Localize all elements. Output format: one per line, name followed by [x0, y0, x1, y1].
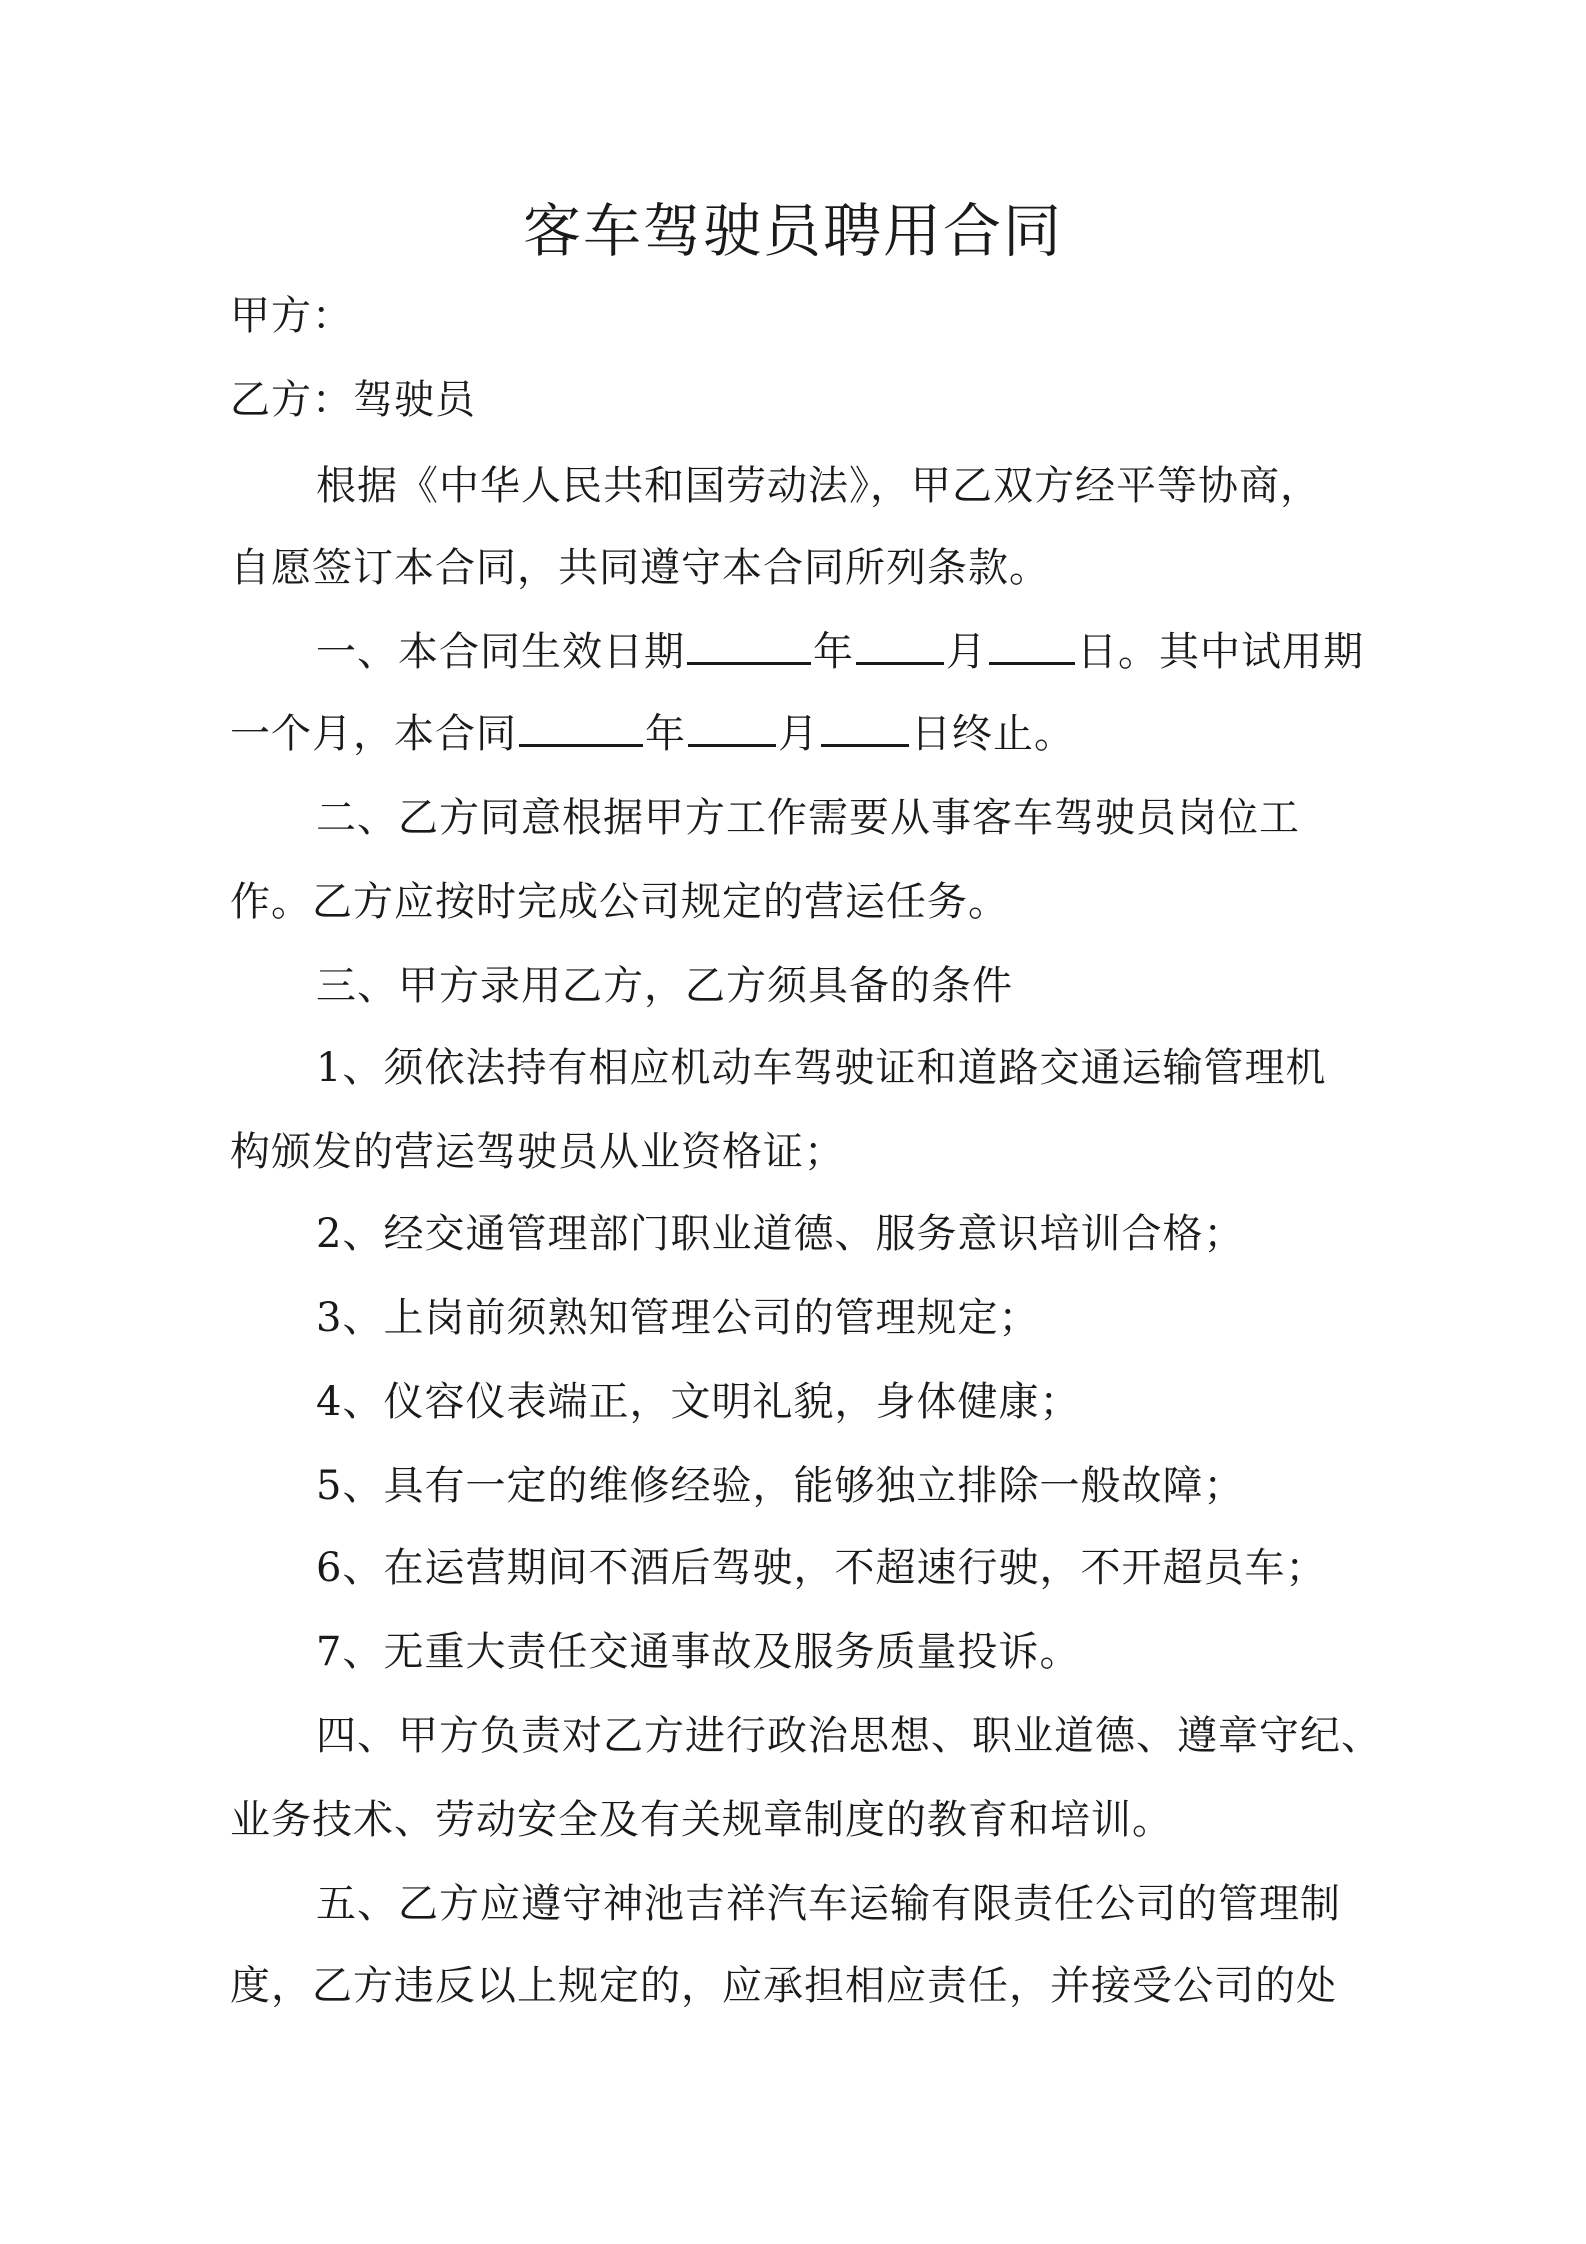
condition-7: 7、无重大责任交通事故及服务质量投诉。 — [316, 1629, 1081, 1675]
clause-2-line-2: 作。乙方应按时完成公司规定的营运任务。 — [230, 879, 1009, 925]
clause-1-line-1 — [316, 624, 1364, 680]
clause-5-line-2: 度，乙方违反以上规定的，应承担相应责任，并接受公司的处 — [230, 1963, 1337, 2009]
month-label: 月 — [946, 629, 987, 675]
condition-5: 5、具有一定的维修经验，能够独立排除一般故障； — [316, 1463, 1245, 1509]
clause-4-line-1: 四、甲方负责对乙方进行政治思想、职业道德、遵章守纪、 — [316, 1713, 1382, 1759]
year-label-2: 年 — [645, 711, 686, 757]
condition-1-line-2: 构颁发的营运驾驶员从业资格证； — [230, 1129, 845, 1175]
party-b-line: 乙方：驾驶员 — [230, 377, 476, 423]
intro-line-2: 自愿签订本合同，共同遵守本合同所列条款。 — [230, 545, 1050, 591]
clause-5-line-1: 五、乙方应遵守神池吉祥汽车运输有限责任公司的管理制 — [316, 1881, 1341, 1927]
day-trail: 日。其中试用期 — [1077, 629, 1364, 675]
document-title: 客车驾驶员聘用合同 — [522, 197, 1063, 265]
end-year-blank[interactable] — [519, 708, 643, 747]
end-month-blank[interactable] — [688, 708, 776, 747]
condition-2: 2、经交通管理部门职业道德、服务意识培训合格； — [316, 1211, 1245, 1257]
condition-6: 6、在运营期间不酒后驾驶，不超速行驶，不开超员车； — [316, 1545, 1327, 1591]
clause-1-line2-prefix: 一个月，本合同 — [230, 711, 517, 757]
clause-4-line-2: 业务技术、劳动安全及有关规章制度的教育和培训。 — [230, 1797, 1173, 1843]
effective-month-blank[interactable] — [856, 626, 944, 665]
clause-2-line-1: 二、乙方同意根据甲方工作需要从事客车驾驶员岗位工 — [316, 795, 1300, 841]
year-label: 年 — [813, 629, 854, 675]
effective-year-blank[interactable] — [687, 626, 811, 665]
effective-day-blank[interactable] — [989, 626, 1075, 665]
clause-1-prefix: 一、本合同生效日期 — [316, 629, 685, 675]
condition-4: 4、仪容仪表端正，文明礼貌，身体健康； — [316, 1379, 1081, 1425]
end-trail: 日终止。 — [911, 711, 1075, 757]
clause-3-line: 三、甲方录用乙方，乙方须具备的条件 — [316, 963, 1013, 1009]
party-a-line: 甲方： — [230, 293, 353, 339]
condition-1-line-1: 1、须依法持有相应机动车驾驶证和道路交通运输管理机 — [316, 1045, 1327, 1091]
month-label-2: 月 — [778, 711, 819, 757]
condition-3: 3、上岗前须熟知管理公司的管理规定； — [316, 1295, 1040, 1341]
intro-line-1: 根据《中华人民共和国劳动法》，甲乙双方经平等协商， — [316, 463, 1321, 509]
end-day-blank[interactable] — [821, 708, 909, 747]
clause-1-line-2 — [230, 706, 1075, 762]
